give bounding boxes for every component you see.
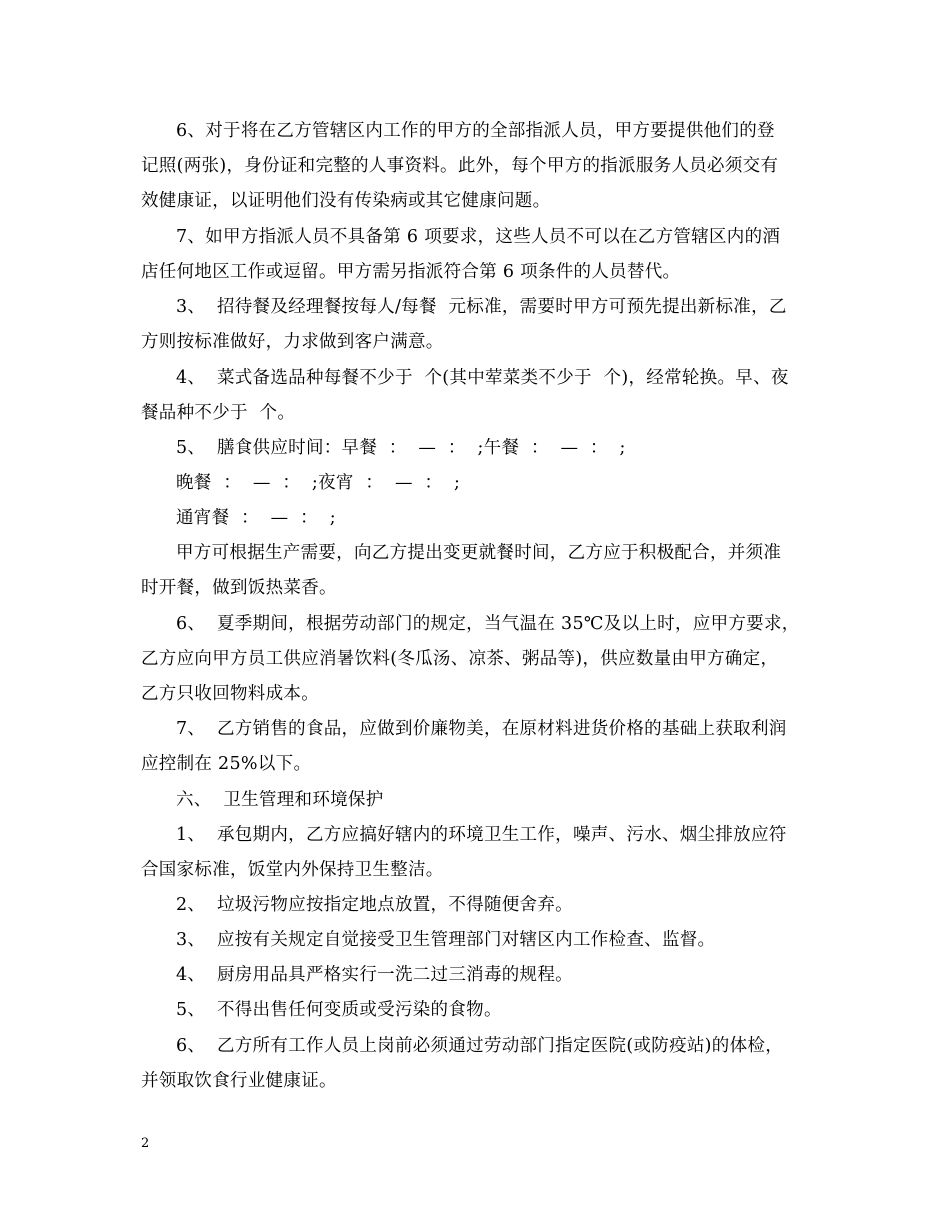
text-line: 6、 乙方所有工作人员上岗前必须通过劳动部门指定医院(或防疫站)的体检， [176, 1036, 784, 1056]
text-line: 记照(两张)，身份证和完整的人事资料。此外，每个甲方的指派服务人员必须交有 [141, 156, 779, 176]
text-line: 7、如甲方指派人员不具备第 6 项要求，这些人员不可以在乙方管辖区内的酒 [176, 227, 781, 247]
text-line: 效健康证，以证明他们没有传染病或其它健康问题。 [141, 191, 551, 211]
text-line: 4、 菜式备选品种每餐不少于 个(其中荤菜类不少于 个)，经常轮换。早、夜 [176, 368, 789, 388]
text-line: 1、 承包期内，乙方应搞好辖内的环境卫生工作，噪声、污水、烟尘排放应符 [176, 825, 787, 845]
text-line: 时开餐，做到饭热菜香。 [141, 578, 337, 598]
section-heading: 六、 卫生管理和环境保护 [176, 790, 384, 810]
page-number: 2 [141, 1136, 150, 1151]
text-line: 6、 夏季期间，根据劳动部门的规定，当气温在 35℃及以上时，应甲方要求， [176, 614, 800, 634]
text-line: 乙方只收回物料成本。 [141, 684, 319, 704]
text-line: 5、 膳食供应时间：早餐 ： — ： ;午餐 ： — ： ; [176, 438, 626, 458]
text-line: 乙方应向甲方员工供应消暑饮料(冬瓜汤、凉茶、粥品等)，供应数量由甲方确定， [141, 649, 779, 669]
text-line: 6、对于将在乙方管辖区内工作的甲方的全部指派人员，甲方要提供他们的登 [176, 121, 775, 141]
text-line: 并领取饮食行业健康证。 [141, 1071, 337, 1091]
text-line: 5、 不得出售任何变质或受污染的食物。 [176, 1000, 502, 1020]
text-line: 甲方可根据生产需要，向乙方提出变更就餐时间，乙方应于积极配合，并须准 [176, 543, 782, 563]
text-line: 合国家标准，饭堂内外保持卫生整洁。 [141, 860, 444, 880]
text-line: 通宵餐 ： — ： ; [176, 508, 336, 528]
text-line: 2、 垃圾污物应按指定地点放置，不得随便舍弃。 [176, 895, 573, 915]
text-line: 3、 应按有关规定自觉接受卫生管理部门对辖区内工作检查、监督。 [176, 930, 716, 950]
text-line: 应控制在 25%以下。 [141, 754, 312, 774]
text-line: 3、 招待餐及经理餐按每人/每餐 元标准，需要时甲方可预先提出新标准，乙 [176, 297, 787, 317]
text-line: 4、 厨房用品具严格实行一洗二过三消毒的规程。 [176, 965, 573, 985]
text-line: 餐品种不少于 个。 [141, 403, 296, 423]
text-line: 7、 乙方销售的食品，应做到价廉物美，在原材料进货价格的基础上获取利润 [176, 719, 787, 739]
text-line: 方则按标准做好，力求做到客户满意。 [141, 332, 444, 352]
text-line: 店任何地区工作或逗留。甲方需另指派符合第 6 项条件的人员替代。 [141, 262, 681, 282]
text-line: 晚餐 ： — ： ;夜宵 ： — ： ; [176, 473, 461, 493]
